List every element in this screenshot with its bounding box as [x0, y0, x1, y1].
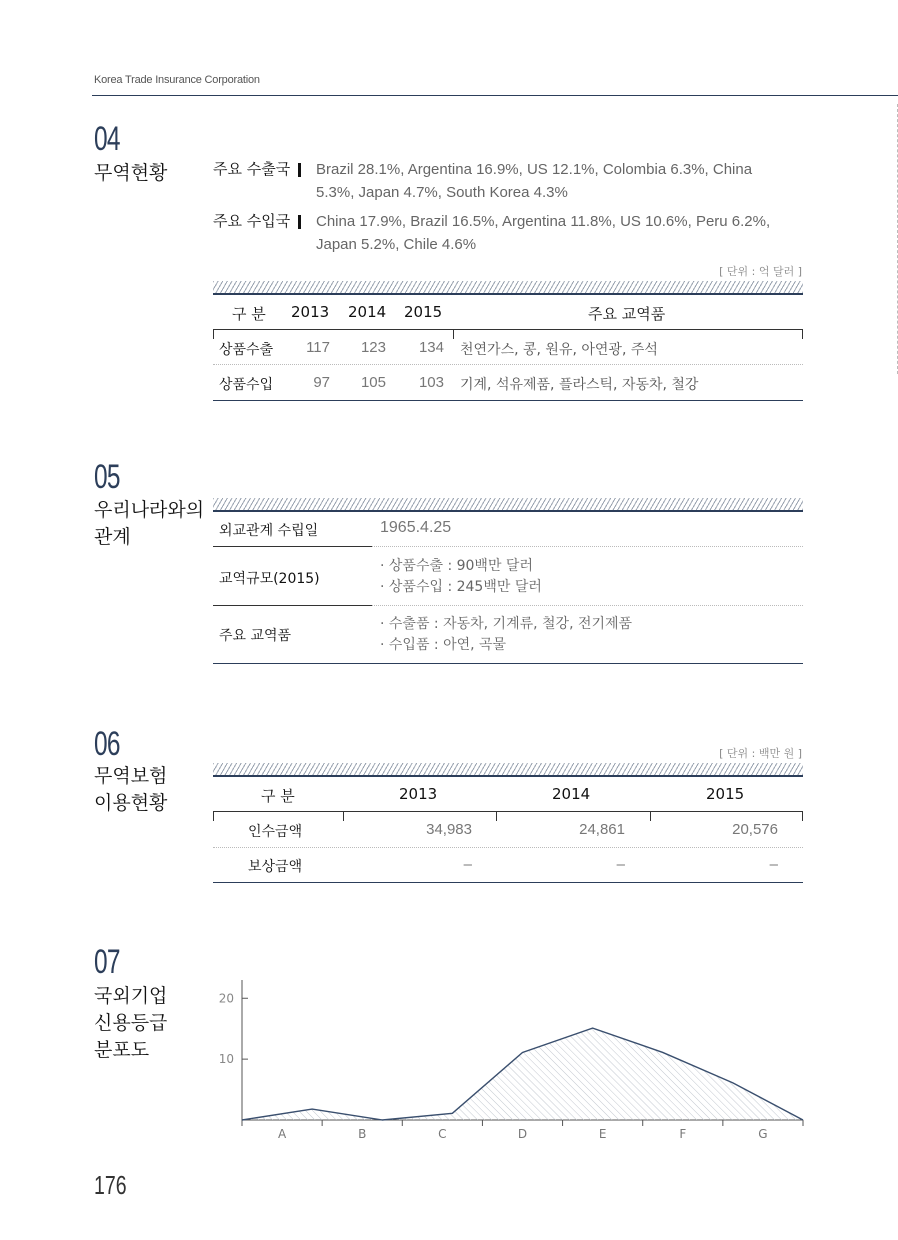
t04-row1-2014: 123 — [360, 339, 386, 356]
export-label-text: 주요 수출국 — [213, 160, 291, 178]
section-04-title: 무역현황 — [94, 162, 168, 184]
section-06-unit: [ 단위 : 백만 원 ] — [719, 747, 802, 760]
t04-head-2013: 2013 — [291, 303, 330, 321]
x-tick-label-E: E — [598, 1127, 607, 1141]
t05-bottom-line — [213, 663, 803, 664]
t04-bottom-line — [213, 400, 803, 401]
t06-head-2015: 2015 — [706, 785, 745, 803]
section-05-title — [94, 497, 204, 551]
x-tick-label-D: D — [517, 1127, 528, 1141]
tick — [802, 811, 803, 821]
label-bar — [298, 215, 301, 229]
import-partners-list — [316, 210, 770, 256]
t04-head-items: 주요 교역품 — [588, 305, 666, 323]
t04-head-category: 구 분 — [232, 305, 266, 323]
section-07-number: 07 — [94, 943, 120, 981]
section-04-unit: [ 단위 : 억 달러 ] — [719, 265, 802, 278]
t06-row2-2014: – — [616, 856, 625, 873]
t06-row1-2013: 34,983 — [426, 821, 472, 838]
x-tick-label-F: F — [679, 1127, 687, 1141]
t05-label-divider — [213, 605, 372, 606]
t06-row2-2015: – — [769, 856, 778, 873]
tick — [213, 329, 214, 339]
export-partners-list — [316, 158, 752, 204]
y-tick-label-20: 20 — [218, 991, 234, 1006]
t05-value-divider — [372, 605, 803, 606]
y-tick-label-10: 10 — [218, 1052, 234, 1067]
t05-row3-line2: · 수입품 : 아연, 곡물 — [380, 637, 507, 653]
t04-header-line — [213, 329, 803, 330]
t05-value-divider — [372, 546, 803, 547]
section-07-title — [94, 983, 167, 1064]
t05-row1-label: 외교관계 수립일 — [219, 523, 319, 539]
tick — [802, 329, 803, 339]
label-bar — [298, 163, 301, 177]
section-06-title — [94, 763, 167, 817]
t06-row-divider — [213, 847, 803, 848]
t05-row2-line1: · 상품수출 : 90백만 달러 — [380, 558, 533, 574]
credit-rating-distribution-chart — [200, 970, 820, 1150]
tick — [453, 329, 454, 339]
t04-row2-2014: 105 — [360, 374, 386, 391]
t06-head-category: 구 분 — [261, 787, 295, 805]
t04-row2-2013: 97 — [313, 374, 330, 391]
section-04-number: 04 — [94, 120, 120, 158]
header-divider — [92, 95, 898, 96]
table-06-top-bar — [213, 763, 803, 777]
t04-row1-2013: 117 — [306, 339, 330, 356]
t04-row1-label: 상품수출 — [219, 342, 274, 358]
t06-row2-2013: – — [463, 856, 472, 873]
t05-label-divider — [213, 546, 372, 547]
tick — [213, 811, 214, 821]
t06-head-2013: 2013 — [399, 785, 438, 803]
t06-row2-label: 보상금액 — [248, 859, 303, 875]
t04-row-divider — [213, 364, 803, 365]
t04-row1-items: 천연가스, 콩, 원유, 아연광, 주석 — [460, 342, 658, 358]
t06-header-line — [213, 811, 803, 812]
t04-row2-2015: 103 — [418, 374, 444, 391]
t04-row2-items: 기계, 석유제품, 플라스틱, 자동차, 철강 — [460, 377, 699, 393]
t04-row2-label: 상품수입 — [219, 377, 274, 393]
section-06-number: 06 — [94, 725, 120, 763]
section-07-title-line3: 분포도 — [94, 1039, 150, 1061]
section-07-title-line2: 신용등급 — [94, 1012, 168, 1034]
t05-row3-values — [380, 614, 632, 656]
export-line-1: Brazil 28.1%, Argentina 16.9%, US 12.1%, Colombia 6.3%, China — [316, 161, 753, 178]
section-06-title-line1: 무역보험 — [94, 765, 168, 787]
section-05-title-line1: 우리나라와의 — [94, 499, 205, 521]
t04-row1-2015: 134 — [418, 339, 444, 356]
import-line-1: China 17.9%, Brazil 16.5%, Argentina 11.8%, US 10.6%, Peru 6.2%, — [316, 213, 771, 230]
x-tick-label-G: G — [758, 1127, 768, 1141]
section-05-number: 05 — [94, 458, 120, 496]
tick — [650, 811, 651, 821]
t05-row2-values — [380, 556, 542, 598]
section-05-title-line2: 관계 — [94, 526, 131, 548]
tick — [343, 811, 344, 821]
section-06-title-line2: 이용현황 — [94, 792, 168, 814]
t05-row1-value: 1965.4.25 — [380, 519, 452, 536]
export-line-2: 5.3%, Japan 4.7%, South Korea 4.3% — [316, 184, 568, 201]
import-partners-label — [213, 210, 301, 231]
area-fill — [242, 1028, 803, 1120]
x-tick-label-A: A — [277, 1127, 287, 1141]
header-org-name: Korea Trade Insurance Corporation — [94, 74, 260, 86]
t04-head-2015: 2015 — [404, 303, 443, 321]
import-label-text: 주요 수입국 — [213, 212, 291, 230]
t04-head-2014: 2014 — [348, 303, 387, 321]
import-line-2: Japan 5.2%, Chile 4.6% — [316, 236, 477, 253]
t05-row2-line2: · 상품수입 : 245백만 달러 — [380, 579, 542, 595]
t06-row1-2015: 20,576 — [732, 821, 778, 838]
page-number: 176 — [94, 1170, 127, 1200]
t06-bottom-line — [213, 882, 803, 883]
export-partners-label — [213, 158, 301, 179]
section-07-title-line1: 국외기업 — [94, 985, 168, 1007]
tick — [496, 811, 497, 821]
table-04-top-bar — [213, 281, 803, 295]
t05-row3-line1: · 수출품 : 자동차, 기계류, 철강, 전기제품 — [380, 616, 633, 632]
t05-row2-label: 교역규모(2015) — [219, 571, 320, 587]
t05-row3-label: 주요 교역품 — [219, 628, 292, 644]
t06-row1-2014: 24,861 — [579, 821, 625, 838]
t06-head-2014: 2014 — [552, 785, 591, 803]
table-05-top-bar — [213, 498, 803, 512]
t06-row1-label: 인수금액 — [248, 824, 303, 840]
x-tick-label-B: B — [358, 1127, 367, 1141]
x-tick-label-C: C — [438, 1127, 447, 1141]
